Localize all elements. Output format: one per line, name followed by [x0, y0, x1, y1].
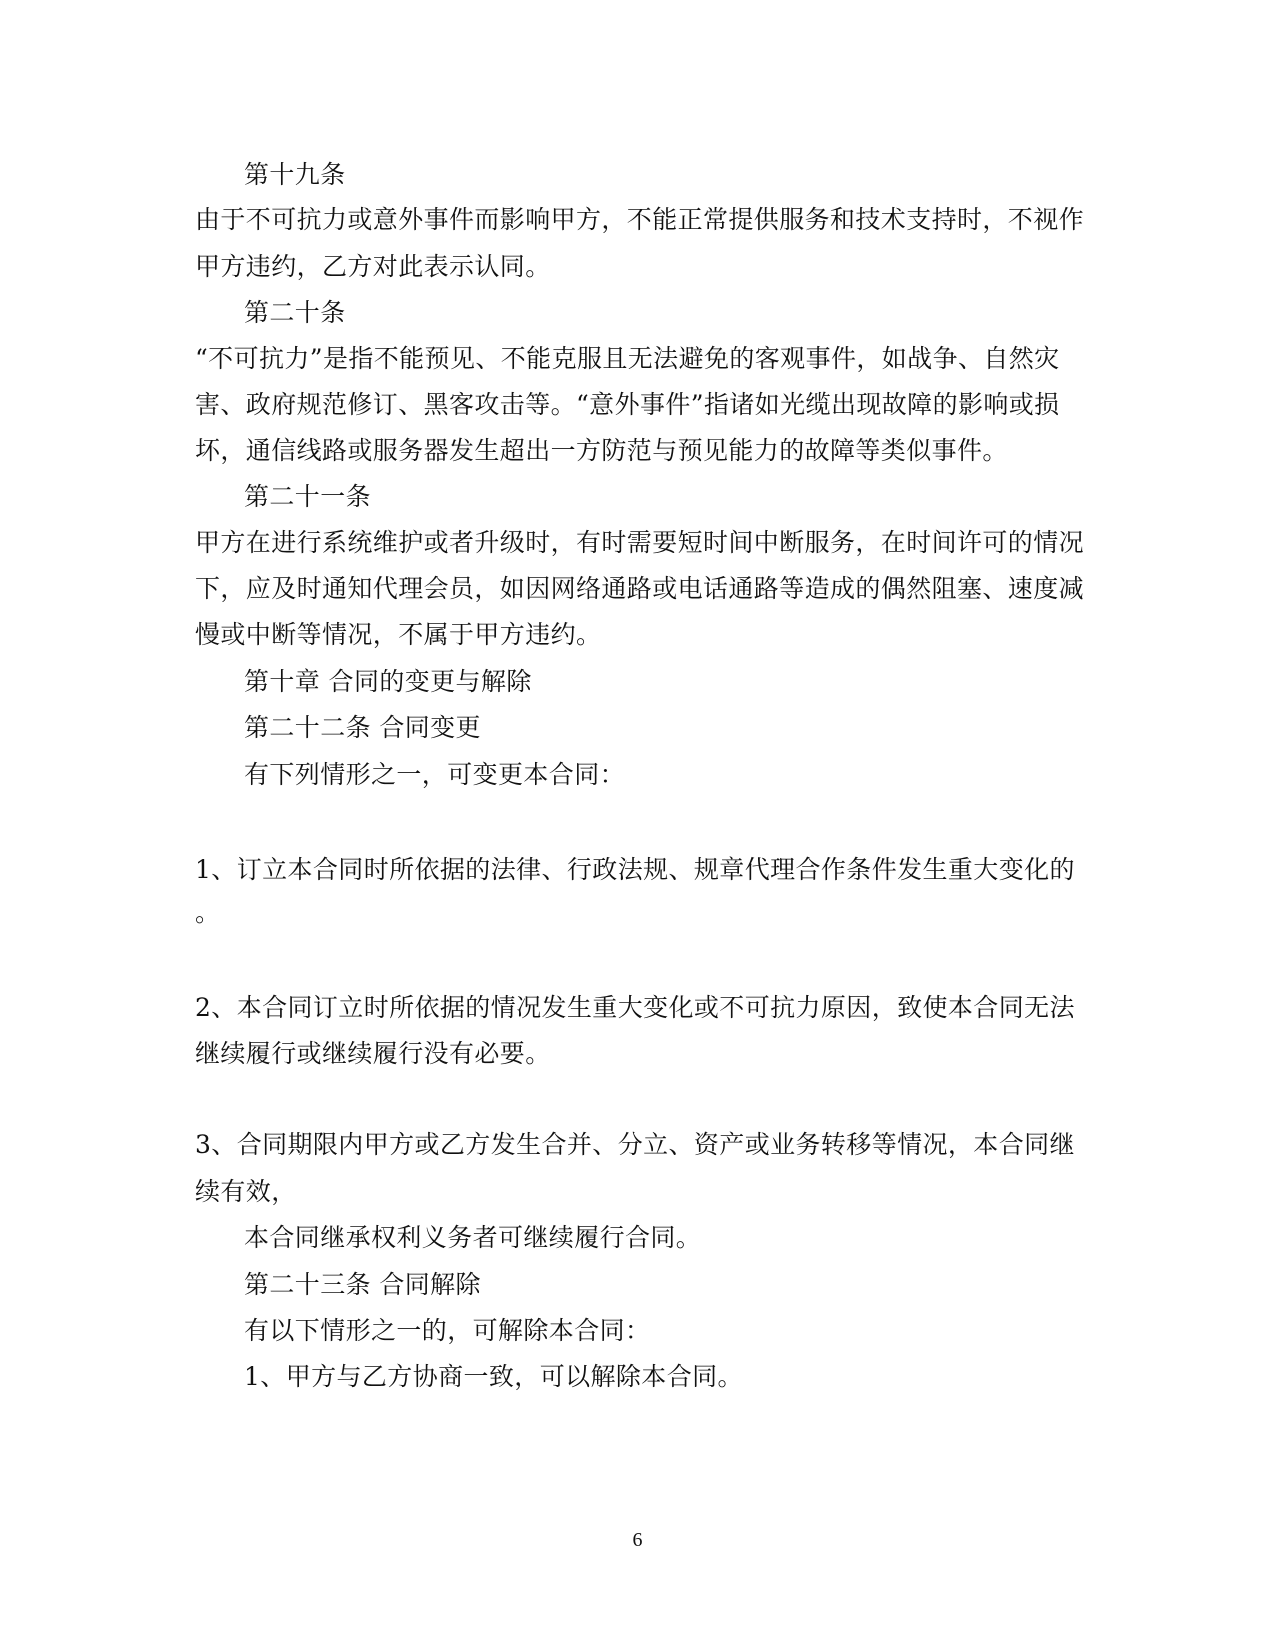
- change-item-2-line-1: 2、本合同订立时所依据的情况发生重大变化或不可抗力原因，致使本合同无法: [195, 993, 1075, 1022]
- article-21-text-line-1: 甲方在进行系统维护或者升级时，有时需要短时间中断服务，在时间许可的情况: [195, 528, 1085, 557]
- change-item-2-line-2: 继续履行或继续履行没有必要。: [195, 1039, 551, 1068]
- change-item-1-line-1: 1、订立本合同时所依据的法律、行政法规、规章代理合作条件发生重大变化的: [195, 855, 1075, 884]
- article-22-heading: 第二十二条 合同变更: [244, 713, 481, 742]
- article-19-text-line-1: 由于不可抗力或意外事件而影响甲方，不能正常提供服务和技术支持时，不视作: [195, 205, 1085, 234]
- article-20-text-line-2: 害、政府规范修订、黑客攻击等。“意外事件”指诸如光缆出现故障的影响或损: [195, 390, 1060, 419]
- article-19-heading: 第十九条: [244, 160, 346, 189]
- article-20-text-line-3: 坏，通信线路或服务器发生超出一方防范与预见能力的故障等类似事件。: [195, 436, 1008, 465]
- article-21-heading: 第二十一条: [244, 482, 372, 511]
- article-21-text-line-2: 下，应及时通知代理会员，如因网络通路或电话通路等造成的偶然阻塞、速度减: [195, 574, 1085, 603]
- article-23-heading: 第二十三条 合同解除: [244, 1270, 481, 1299]
- change-item-3-line-1: 3、合同期限内甲方或乙方发生合并、分立、资产或业务转移等情况，本合同继: [195, 1130, 1075, 1159]
- article-22-intro: 有下列情形之一，可变更本合同：: [244, 760, 626, 789]
- article-20-text-line-1: “不可抗力”是指不能预见、不能克服且无法避免的客观事件，如战争、自然灾: [195, 344, 1060, 373]
- chapter-10-heading: 第十章 合同的变更与解除: [244, 667, 532, 696]
- page-number: 6: [632, 1529, 643, 1551]
- article-20-heading: 第二十条: [244, 298, 346, 327]
- change-item-3-line-2: 续有效，: [195, 1177, 297, 1206]
- article-23-intro: 有以下情形之一的，可解除本合同：: [244, 1316, 651, 1345]
- change-item-3-line-3: 本合同继承权利义务者可继续履行合同。: [244, 1223, 702, 1252]
- change-item-1-line-2: 。: [195, 898, 221, 927]
- article-21-text-line-3: 慢或中断等情况，不属于甲方违约。: [195, 620, 602, 649]
- termination-item-1: 1、甲方与乙方协商一致，可以解除本合同。: [244, 1362, 743, 1391]
- article-19-text-line-2: 甲方违约，乙方对此表示认同。: [195, 252, 551, 281]
